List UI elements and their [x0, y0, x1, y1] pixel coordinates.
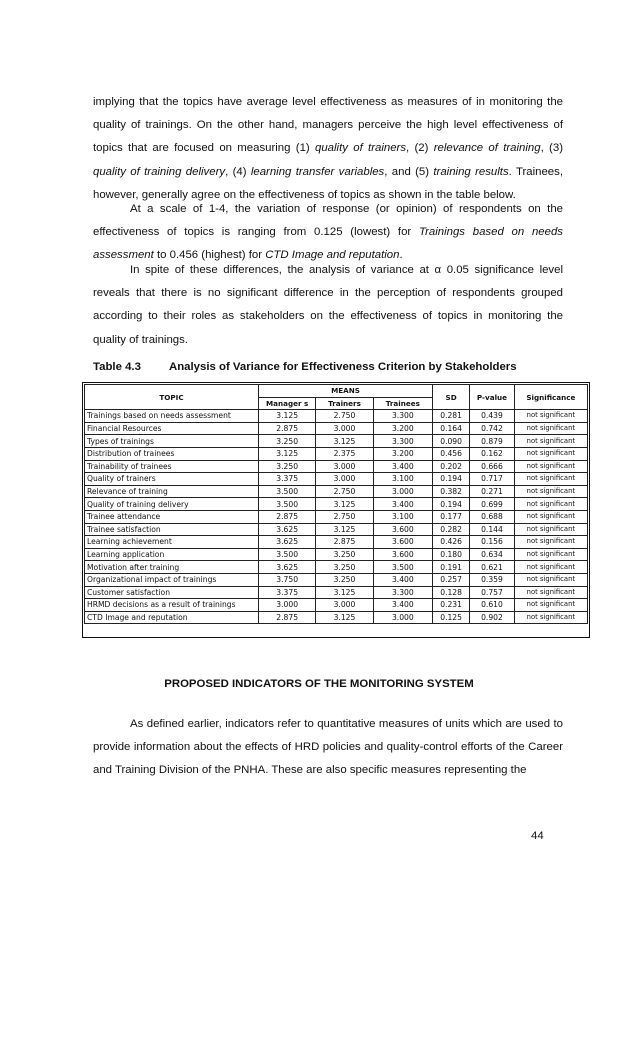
text-span: . [399, 249, 403, 262]
cell-sd: 0.202 [433, 460, 470, 473]
cell-sd: 0.456 [433, 447, 470, 460]
cell-topic: Quality of trainers [85, 473, 259, 486]
section-heading: PROPOSED INDICATORS OF THE MONITORING SYSTEM [164, 678, 474, 690]
cell-significance: not significant [514, 536, 587, 549]
cell-managers-mean: 2.875 [259, 611, 316, 624]
cell-pvalue: 0.688 [470, 510, 515, 523]
cell-sd: 0.257 [433, 573, 470, 586]
cell-pvalue: 0.162 [470, 447, 515, 460]
cell-pvalue: 0.902 [470, 611, 515, 624]
cell-significance: not significant [514, 573, 587, 586]
cell-trainers-mean: 3.125 [316, 435, 373, 448]
table-caption [93, 361, 517, 373]
text-span: implying that the topics have average level effectiveness as measures of in monitoring the quality of trainings. On the other hand, managers perceive the high level effectiveness of topics that are focused on measuring (1) [93, 96, 563, 155]
cell-pvalue: 0.879 [470, 435, 515, 448]
table-row [85, 548, 588, 561]
cell-pvalue: 0.757 [470, 586, 515, 599]
text-span: At a scale of 1-4, the variation of response (or opinion) of respondents on the effectiveness of topics is ranging from 0.125 (lowest) for [93, 203, 563, 239]
text-span: , (4) [225, 165, 251, 178]
cell-sd: 0.282 [433, 523, 470, 536]
cell-topic: Trainee satisfaction [85, 523, 259, 536]
cell-trainers-mean: 2.875 [316, 536, 373, 549]
cell-trainees-mean: 3.300 [373, 586, 432, 599]
table-row [85, 573, 588, 586]
cell-sd: 0.194 [433, 473, 470, 486]
cell-pvalue: 0.144 [470, 523, 515, 536]
cell-pvalue: 0.699 [470, 498, 515, 511]
header-topic: TOPIC [85, 385, 259, 410]
header-managers: Manager s [259, 397, 316, 410]
table-row [85, 435, 588, 448]
table-row [85, 498, 588, 511]
table-row [85, 410, 588, 423]
table-row [85, 460, 588, 473]
text-span: . Trainees, however, generally agree on the effectiveness of topics as shown in the table below. [93, 165, 563, 201]
cell-managers-mean: 3.125 [259, 447, 316, 460]
cell-managers-mean: 3.625 [259, 536, 316, 549]
header-significance: Significance [514, 385, 587, 410]
text-span: , (2) [406, 142, 434, 155]
cell-topic: Learning application [85, 548, 259, 561]
text-span: to 0.456 (highest) for [153, 249, 266, 262]
italic-term: learning transfer variables [250, 165, 385, 178]
cell-significance: not significant [514, 510, 587, 523]
cell-trainers-mean: 3.125 [316, 611, 373, 624]
cell-trainers-mean: 3.000 [316, 460, 373, 473]
cell-significance: not significant [514, 422, 587, 435]
italic-term: quality of training delivery [93, 165, 226, 178]
italic-term: quality of trainers [315, 142, 407, 155]
cell-trainees-mean: 3.100 [373, 473, 432, 486]
italic-term: CTD Image and reputation [265, 249, 400, 262]
cell-significance: not significant [514, 473, 587, 486]
paragraph-1 [93, 91, 563, 207]
cell-managers-mean: 3.375 [259, 586, 316, 599]
cell-trainers-mean: 2.750 [316, 485, 373, 498]
table-row [85, 510, 588, 523]
cell-managers-mean: 3.750 [259, 573, 316, 586]
anova-table [84, 384, 588, 624]
cell-trainers-mean: 3.250 [316, 548, 373, 561]
cell-trainees-mean: 3.100 [373, 510, 432, 523]
cell-managers-mean: 3.375 [259, 473, 316, 486]
cell-topic: Quality of training delivery [85, 498, 259, 511]
cell-sd: 0.231 [433, 599, 470, 612]
table-header-row [85, 385, 588, 398]
cell-managers-mean: 3.625 [259, 561, 316, 574]
header-pvalue: P-value [470, 385, 515, 410]
cell-sd: 0.180 [433, 548, 470, 561]
paragraph-2 [93, 198, 563, 268]
cell-trainees-mean: 3.600 [373, 523, 432, 536]
cell-sd: 0.128 [433, 586, 470, 599]
cell-topic: Motivation after training [85, 561, 259, 574]
cell-significance: not significant [514, 599, 587, 612]
cell-topic: Types of trainings [85, 435, 259, 448]
cell-trainers-mean: 3.125 [316, 523, 373, 536]
cell-trainees-mean: 3.000 [373, 611, 432, 624]
cell-significance: not significant [514, 586, 587, 599]
cell-sd: 0.090 [433, 435, 470, 448]
cell-managers-mean: 3.625 [259, 523, 316, 536]
cell-trainers-mean: 3.125 [316, 586, 373, 599]
cell-sd: 0.177 [433, 510, 470, 523]
cell-topic: Financial Resources [85, 422, 259, 435]
page-number: 44 [531, 830, 544, 842]
cell-topic: Trainee attendance [85, 510, 259, 523]
cell-sd: 0.426 [433, 536, 470, 549]
cell-trainees-mean: 3.200 [373, 447, 432, 460]
cell-topic: Relevance of training [85, 485, 259, 498]
cell-pvalue: 0.610 [470, 599, 515, 612]
cell-managers-mean: 3.125 [259, 410, 316, 423]
cell-significance: not significant [514, 410, 587, 423]
cell-sd: 0.191 [433, 561, 470, 574]
cell-significance: not significant [514, 523, 587, 536]
cell-significance: not significant [514, 548, 587, 561]
cell-topic: Distribution of trainees [85, 447, 259, 460]
cell-topic: Organizational impact of trainings [85, 573, 259, 586]
text-span: , and (5) [384, 165, 434, 178]
cell-topic: Customer satisfaction [85, 586, 259, 599]
table-title: Analysis of Variance for Effectiveness Criterion by Stakeholders [169, 361, 517, 373]
table-row [85, 561, 588, 574]
cell-topic: CTD Image and reputation [85, 611, 259, 624]
cell-trainers-mean: 3.000 [316, 599, 373, 612]
paragraph-3: In spite of these differences, the analysis of variance at α 0.05 significance level reveals that there is no significant difference in the perception of respondents grouped according to their roles as stakeholders on the effectiveness of topics in monitoring the quality of trainings. [93, 264, 563, 346]
cell-trainees-mean: 3.600 [373, 548, 432, 561]
italic-term: relevance of training [433, 142, 541, 155]
cell-trainers-mean: 3.000 [316, 422, 373, 435]
cell-significance: not significant [514, 447, 587, 460]
table-row [85, 611, 588, 624]
cell-pvalue: 0.359 [470, 573, 515, 586]
cell-pvalue: 0.666 [470, 460, 515, 473]
cell-significance: not significant [514, 611, 587, 624]
table-row [85, 485, 588, 498]
header-sd: SD [433, 385, 470, 410]
header-means: MEANS [259, 385, 433, 398]
header-trainers: Trainers [316, 397, 373, 410]
cell-pvalue: 0.156 [470, 536, 515, 549]
table-row [85, 536, 588, 549]
table-row [85, 523, 588, 536]
cell-managers-mean: 3.000 [259, 599, 316, 612]
table-row [85, 586, 588, 599]
cell-topic: Trainability of trainees [85, 460, 259, 473]
table-body [85, 410, 588, 624]
cell-sd: 0.125 [433, 611, 470, 624]
cell-trainees-mean: 3.300 [373, 410, 432, 423]
cell-trainers-mean: 2.750 [316, 410, 373, 423]
cell-trainees-mean: 3.400 [373, 573, 432, 586]
table-row [85, 447, 588, 460]
text-span: , (3) [540, 142, 563, 155]
table-row [85, 473, 588, 486]
cell-significance: not significant [514, 460, 587, 473]
cell-managers-mean: 2.875 [259, 422, 316, 435]
cell-trainees-mean: 3.200 [373, 422, 432, 435]
cell-trainers-mean: 2.750 [316, 510, 373, 523]
cell-trainees-mean: 3.600 [373, 536, 432, 549]
table-row [85, 599, 588, 612]
cell-topic: HRMD decisions as a result of trainings [85, 599, 259, 612]
cell-trainees-mean: 3.500 [373, 561, 432, 574]
cell-pvalue: 0.271 [470, 485, 515, 498]
cell-significance: not significant [514, 561, 587, 574]
table-number: Table 4.3 [93, 361, 141, 373]
cell-trainees-mean: 3.400 [373, 460, 432, 473]
cell-sd: 0.194 [433, 498, 470, 511]
cell-pvalue: 0.717 [470, 473, 515, 486]
cell-trainers-mean: 3.000 [316, 473, 373, 486]
cell-managers-mean: 3.500 [259, 498, 316, 511]
cell-managers-mean: 3.250 [259, 435, 316, 448]
cell-trainees-mean: 3.000 [373, 485, 432, 498]
cell-trainees-mean: 3.400 [373, 498, 432, 511]
cell-trainers-mean: 3.250 [316, 573, 373, 586]
cell-pvalue: 0.439 [470, 410, 515, 423]
cell-managers-mean: 2.875 [259, 510, 316, 523]
italic-term: Trainings based on needs assessment [93, 226, 563, 262]
cell-pvalue: 0.742 [470, 422, 515, 435]
cell-sd: 0.382 [433, 485, 470, 498]
cell-trainers-mean: 3.125 [316, 498, 373, 511]
cell-pvalue: 0.634 [470, 548, 515, 561]
cell-sd: 0.281 [433, 410, 470, 423]
cell-managers-mean: 3.500 [259, 485, 316, 498]
cell-managers-mean: 3.500 [259, 548, 316, 561]
cell-trainees-mean: 3.300 [373, 435, 432, 448]
italic-term: training results [433, 165, 509, 178]
paragraph-4: As defined earlier, indicators refer to quantitative measures of units which are used to provide information about the effects of HRD policies and quality-control efforts of the Career and Training Division of the PNHA. These are also specific measures representing the [93, 718, 563, 777]
cell-topic: Learning achievement [85, 536, 259, 549]
header-trainees: Trainees [373, 397, 432, 410]
cell-significance: not significant [514, 485, 587, 498]
cell-trainees-mean: 3.400 [373, 599, 432, 612]
cell-significance: not significant [514, 498, 587, 511]
cell-trainers-mean: 2.375 [316, 447, 373, 460]
cell-significance: not significant [514, 435, 587, 448]
cell-topic: Trainings based on needs assessment [85, 410, 259, 423]
table-row [85, 422, 588, 435]
cell-pvalue: 0.621 [470, 561, 515, 574]
cell-managers-mean: 3.250 [259, 460, 316, 473]
cell-sd: 0.164 [433, 422, 470, 435]
cell-trainers-mean: 3.250 [316, 561, 373, 574]
